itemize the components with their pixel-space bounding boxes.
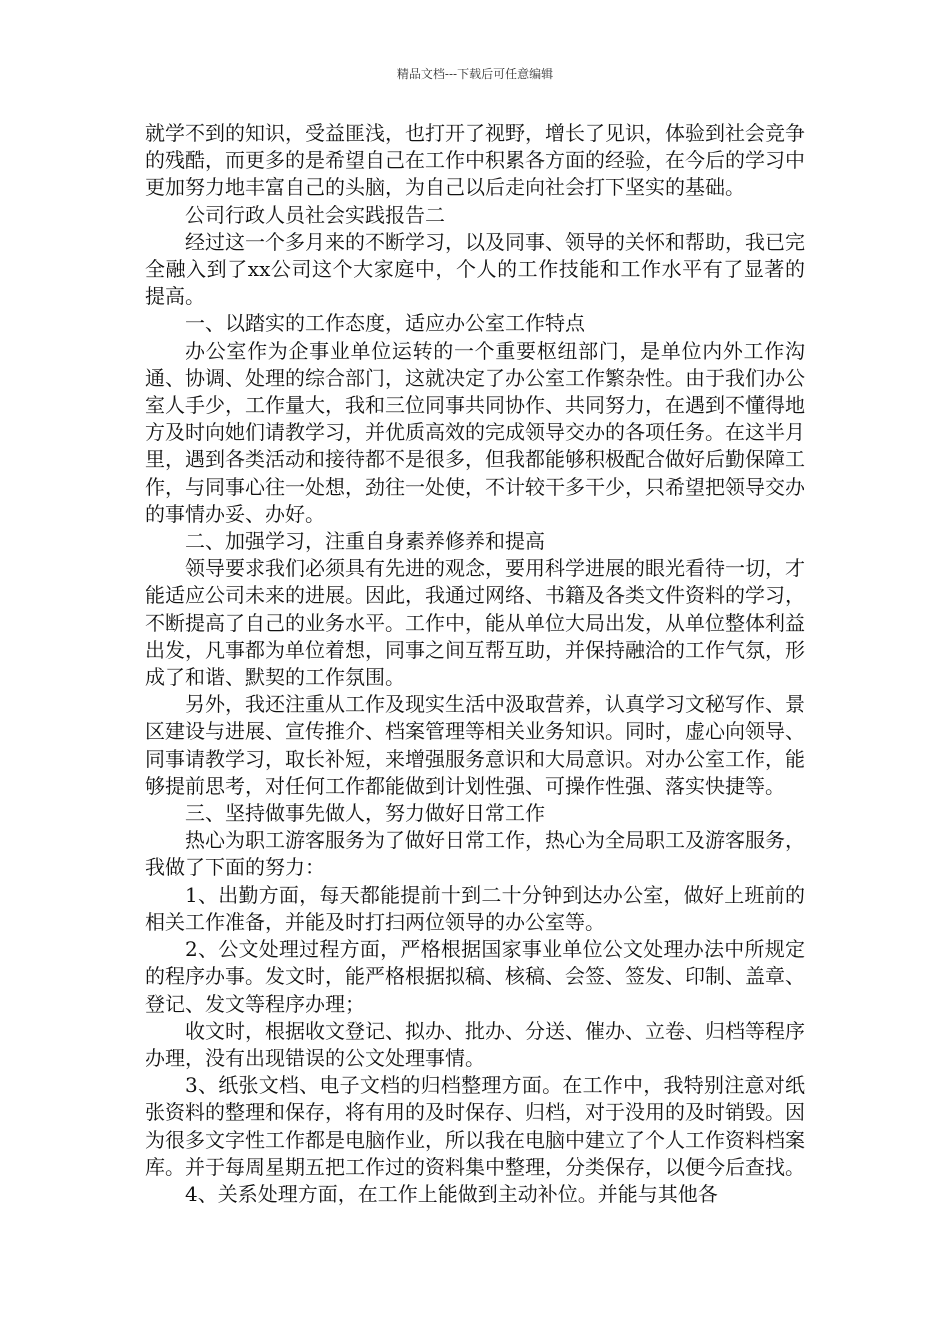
list-item: 4、关系处理方面，在工作上能做到主动补位。并能与其他各 xyxy=(185,1181,718,1206)
section-heading: 一、以踏实的工作态度，适应办公室工作特点 xyxy=(185,311,585,336)
list-item: 2、公文处理过程方面，严格根据国家事业单位公文处理办法中所规定的程序办事。发文时，能严格根据拟稿、核稿、会签、签发、印制、盖章、登记、发文等程序办理； xyxy=(145,937,805,1016)
section-heading: 二、加强学习，注重自身素养修养和提高 xyxy=(185,529,545,554)
paragraph: 另外，我还注重从工作及现实生活中汲取营养，认真学习文秘写作、景区建设与进展、宣传推介、档案管理等相关业务知识。同时，虚心向领导、同事请教学习，取长补短，来增强服务意识和大局意识。对办公室工作，能够提前思考，对任何工作都能做到计划性强、可操作性强、落实快捷等。 xyxy=(145,692,805,798)
list-item: 1、出勤方面，每天都能提前十到二十分钟到达办公室，做好上班前的相关工作准备，并能及时打扫两位领导的办公室等。 xyxy=(145,882,805,934)
section-heading: 三、坚持做事先做人，努力做好日常工作 xyxy=(185,801,545,826)
list-item: 3、纸张文档、电子文档的归档整理方面。在工作中，我特别注意对纸张资料的整理和保存，将有用的及时保存、归档，对于没用的及时销毁。因为很多文字性工作都是电脑作业，所以我在电脑中建立了个人工作资料档案库。并于每周星期五把工作过的资料集中整理，分类保存，以便今后查找。 xyxy=(145,1073,805,1179)
paragraph: 经过这一个多月来的不断学习，以及同事、领导的关怀和帮助，我已完全融入到了xx公司这个大家庭中，个人的工作技能和工作水平有了显著的提高。 xyxy=(145,229,805,309)
paragraph: 办公室作为企事业单位运转的一个重要枢纽部门，是单位内外工作沟通、协调、处理的综合部门，这就决定了办公室工作繁杂性。由于我们办公室人手少，工作量大，我和三位同事共同协作、共同努力，在遇到不懂得地方及时向她们请教学习，并优质高效的完成领导交办的各项任务。在这半月里，遇到各类活动和接待都不是很多，但我都能够积极配合做好后勤保障工作，与同事心往一处想，劲往一处使，不计较干多干少，只希望把领导交办的事情办妥、办好。 xyxy=(145,338,805,526)
paragraph: 就学不到的知识，受益匪浅，也打开了视野，增长了见识，体验到社会竞争的残酷，而更多的是希望自己在工作中积累各方面的经验，在今后的学习中更加努力地丰富自己的头脑，为自己以后走向社会打下坚实的基础。 xyxy=(145,121,805,200)
section-title: 公司行政人员社会实践报告二 xyxy=(185,202,445,227)
page-header: 精品文档---下载后可任意编辑 xyxy=(396,67,554,81)
paragraph: 收文时，根据收文登记、拟办、批办、分送、催办、立卷、归档等程序办理，没有出现错误的公文处理事情。 xyxy=(145,1018,805,1070)
paragraph: 热心为职工游客服务为了做好日常工作，热心为全局职工及游客服务，我做了下面的努力： xyxy=(145,828,805,880)
document-body xyxy=(145,120,805,1208)
paragraph: 领导要求我们必须具有先进的观念，要用科学进展的眼光看待一切，才能适应公司未来的进展。因此，我通过网络、书籍及各类文件资料的学习，不断提高了自己的业务水平。工作中，能从单位大局出发，从单位整体利益出发，凡事都为单位着想，同事之间互帮互助，并保持融洽的工作气氛，形成了和谐、默契的工作氛围。 xyxy=(145,556,805,690)
